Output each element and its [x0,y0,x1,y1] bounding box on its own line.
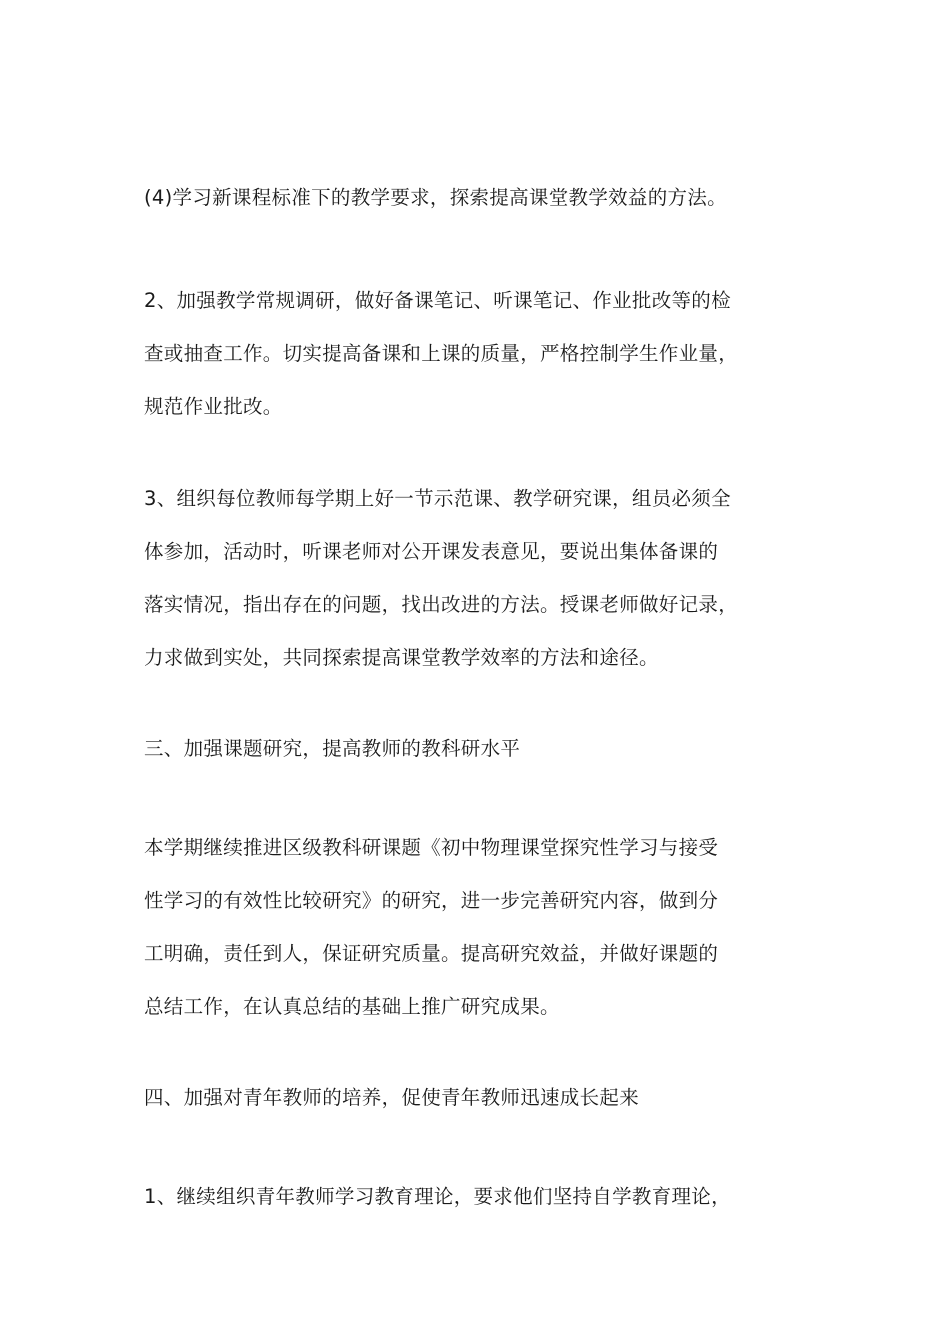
section-heading-3 [144,739,834,759]
heading-line: 四、加强对青年教师的培养，促使青年教师迅速成长起来 [144,1086,640,1109]
text-line: 2、加强教学常规调研，做好备课笔记、听课笔记、作业批改等的检 [144,289,731,312]
text-line: 总结工作，在认真总结的基础上推广研究成果。 [144,995,560,1018]
text-line: 查或抽查工作。切实提高备课和上课的质量，严格控制学生作业量， [144,342,739,365]
text-line: 本学期继续推进区级教科研课题《初中物理课堂探究性学习与接受 [144,836,719,859]
text-line: (4)学习新课程标准下的教学要求，探索提高课堂教学效益的方法。 [144,186,727,209]
text-line: 1、继续组织青年教师学习教育理论，要求他们坚持自学教育理论， [144,1185,731,1208]
paragraph-research [144,838,834,1017]
text-line: 规范作业批改。 [144,395,283,418]
paragraph-item-1 [144,1187,834,1207]
text-line: 落实情况，指出存在的问题，找出改进的方法。授课老师做好记录， [144,593,739,616]
paragraph-item-2 [144,291,834,417]
heading-line: 三、加强课题研究，提高教师的教科研水平 [144,737,521,760]
text-line: 3、组织每位教师每学期上好一节示范课、教学研究课，组员必须全 [144,487,731,510]
paragraph-item-4 [144,188,834,208]
paragraph-item-3 [144,489,834,668]
text-line: 工明确，责任到人，保证研究质量。提高研究效益，并做好课题的 [144,942,719,965]
text-line: 体参加，活动时，听课老师对公开课发表意见，要说出集体备课的 [144,540,719,563]
text-line: 性学习的有效性比较研究》的研究，进一步完善研究内容，做到分 [144,889,719,912]
text-line: 力求做到实处，共同探索提高课堂教学效率的方法和途径。 [144,646,659,669]
section-heading-4 [144,1088,834,1108]
